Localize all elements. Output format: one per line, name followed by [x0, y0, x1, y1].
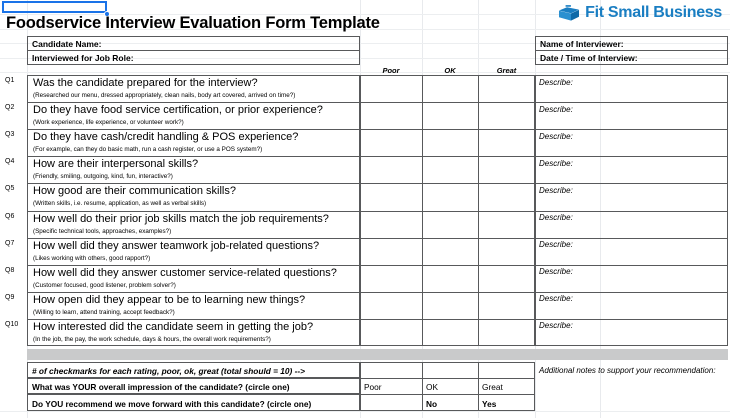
question-number: Q9	[5, 293, 15, 301]
brand-name: Fit Small Business	[585, 3, 722, 21]
section-separator-band	[27, 349, 728, 360]
describe-label[interactable]: Describe:	[539, 77, 573, 87]
question-text: How interested did the candidate seem in getting the job?	[33, 320, 314, 333]
interviewer-info-block	[535, 36, 728, 65]
rating-cell-poor[interactable]	[360, 130, 422, 155]
brand-logo	[558, 3, 722, 22]
question-text: How well do their prior job skills match the job requirements?	[33, 212, 329, 225]
rating-cell-ok[interactable]	[422, 184, 478, 209]
rating-header-poor: Poor	[382, 66, 400, 75]
rating-cell-ok[interactable]	[422, 293, 478, 318]
rating-header-great: Great	[496, 66, 517, 75]
rating-cell-ok[interactable]	[422, 320, 478, 345]
rating-cell-ok[interactable]	[422, 157, 478, 182]
summary-divider-2	[478, 362, 479, 411]
question-text: How well did they answer teamwork job-related questions?	[33, 239, 320, 252]
interview-date-label: Date / Time of Interview:	[540, 53, 638, 63]
question-text: How good are their communication skills?	[33, 185, 236, 198]
question-hint: (Work experience, life experience, or volunteer work?)	[33, 119, 184, 127]
rating-cell-poor[interactable]	[360, 239, 422, 264]
briefcase-icon	[558, 3, 580, 22]
candidate-name-label: Candidate Name:	[32, 38, 102, 49]
summary-hline-2	[360, 394, 535, 395]
rating-cell-poor[interactable]	[360, 103, 422, 128]
describe-label[interactable]: Describe:	[539, 267, 573, 277]
question-number: Q2	[5, 104, 15, 112]
question-number: Q10	[5, 320, 19, 328]
summary-ratings-frame	[360, 362, 535, 411]
describe-label[interactable]: Describe:	[539, 131, 573, 141]
question-number: Q4	[5, 158, 15, 166]
rating-cell-ok[interactable]	[422, 130, 478, 155]
summary-hline-1	[360, 378, 535, 379]
question-text: Do they have food service certification, or prior experience?	[33, 104, 323, 117]
rating-cell-poor[interactable]	[360, 157, 422, 182]
question-number: Q3	[5, 131, 15, 139]
rating-cell-poor[interactable]	[360, 184, 422, 209]
question-hint: (For example, can they do basic math, run a cash register, or use a POS system?)	[33, 146, 263, 154]
rating-cell-poor[interactable]	[360, 320, 422, 345]
question-hint: (In the job, the pay, the work schedule, days & hours, the overall work requirements?)	[33, 335, 271, 343]
describe-label[interactable]: Describe:	[539, 158, 573, 168]
additional-notes-label: Additional notes to support your recommendation:	[539, 366, 716, 375]
candidate-info-block	[27, 36, 360, 65]
question-text: How open did they appear to be to learning new things?	[33, 293, 306, 306]
recommend-option-yes[interactable]: Yes	[482, 399, 497, 409]
job-role-label: Interviewed for Job Role:	[32, 53, 134, 63]
question-hint: (Willing to learn, attend training, accept feedback?)	[33, 308, 175, 316]
page-title: Foodservice Interview Evaluation Form Template	[6, 14, 380, 32]
question-number: Q1	[5, 77, 15, 84]
rating-cell-poor[interactable]	[360, 76, 422, 101]
question-hint: (Researched our menu, dressed appropriately, clean nails, body art covered, arrived on time?)	[33, 92, 296, 99]
rating-cell-poor[interactable]	[360, 293, 422, 318]
rating-cell-great[interactable]	[478, 184, 535, 209]
rating-cell-great[interactable]	[478, 130, 535, 155]
question-text: Do they have cash/credit handling & POS experience?	[33, 131, 299, 144]
rating-cell-ok[interactable]	[422, 266, 478, 291]
describe-label[interactable]: Describe:	[539, 185, 573, 195]
recommend-row-label: Do YOU recommend we move forward with this candidate? (circle one)	[32, 399, 312, 409]
rating-cell-great[interactable]	[478, 266, 535, 291]
rating-cell-great[interactable]	[478, 320, 535, 345]
impression-row-label: What was YOUR overall impression of the candidate? (circle one)	[32, 382, 290, 392]
rating-cell-ok[interactable]	[422, 212, 478, 237]
rating-cell-great[interactable]	[478, 212, 535, 237]
describe-label[interactable]: Describe:	[539, 240, 573, 250]
rating-cell-great[interactable]	[478, 293, 535, 318]
describe-label[interactable]: Describe:	[539, 104, 573, 114]
question-hint: (Likes working with others, good rapport?)	[33, 254, 151, 262]
rating-cell-ok[interactable]	[422, 76, 478, 101]
question-number: Q5	[5, 185, 15, 193]
describe-label[interactable]: Describe:	[539, 294, 573, 304]
recommend-option-no[interactable]: No	[426, 399, 438, 409]
question-text: Was the candidate prepared for the interview?	[33, 77, 258, 89]
question-hint: (Customer focused, good listener, problem solver?)	[33, 281, 176, 289]
question-hint: (Specific technical tools, approaches, examples?)	[33, 227, 172, 235]
interviewer-name-label: Name of Interviewer:	[540, 38, 624, 49]
impression-option-great[interactable]: Great	[482, 382, 503, 392]
cell-cursor[interactable]	[2, 1, 107, 13]
rating-cell-great[interactable]	[478, 76, 535, 101]
rating-cell-great[interactable]	[478, 157, 535, 182]
checkmarks-row-label: # of checkmarks for each rating, poor, ok, great (total should = 10) -->	[32, 366, 305, 376]
rating-cell-ok[interactable]	[422, 103, 478, 128]
question-hint: (Written skills, i.e. resume, application, as well as verbal skills)	[33, 200, 207, 208]
rating-cell-poor[interactable]	[360, 212, 422, 237]
describe-label[interactable]: Describe:	[539, 213, 573, 222]
question-hint: (Friendly, smiling, outgoing, kind, fun, interactive?)	[33, 173, 173, 181]
question-number: Q8	[5, 266, 15, 274]
rating-cell-poor[interactable]	[360, 266, 422, 291]
rating-cell-great[interactable]	[478, 239, 535, 264]
question-number: Q6	[5, 212, 15, 220]
question-text: How well did they answer customer service-related questions?	[33, 266, 337, 279]
impression-option-ok[interactable]: OK	[426, 382, 438, 392]
question-text: How are their interpersonal skills?	[33, 158, 199, 171]
rating-cell-great[interactable]	[478, 103, 535, 128]
impression-option-poor[interactable]: Poor	[364, 382, 382, 392]
question-number: Q7	[5, 239, 15, 247]
describe-label[interactable]: Describe:	[539, 321, 573, 331]
rating-header-ok: OK	[444, 66, 456, 75]
summary-divider-1	[422, 362, 423, 411]
rating-cell-ok[interactable]	[422, 239, 478, 264]
